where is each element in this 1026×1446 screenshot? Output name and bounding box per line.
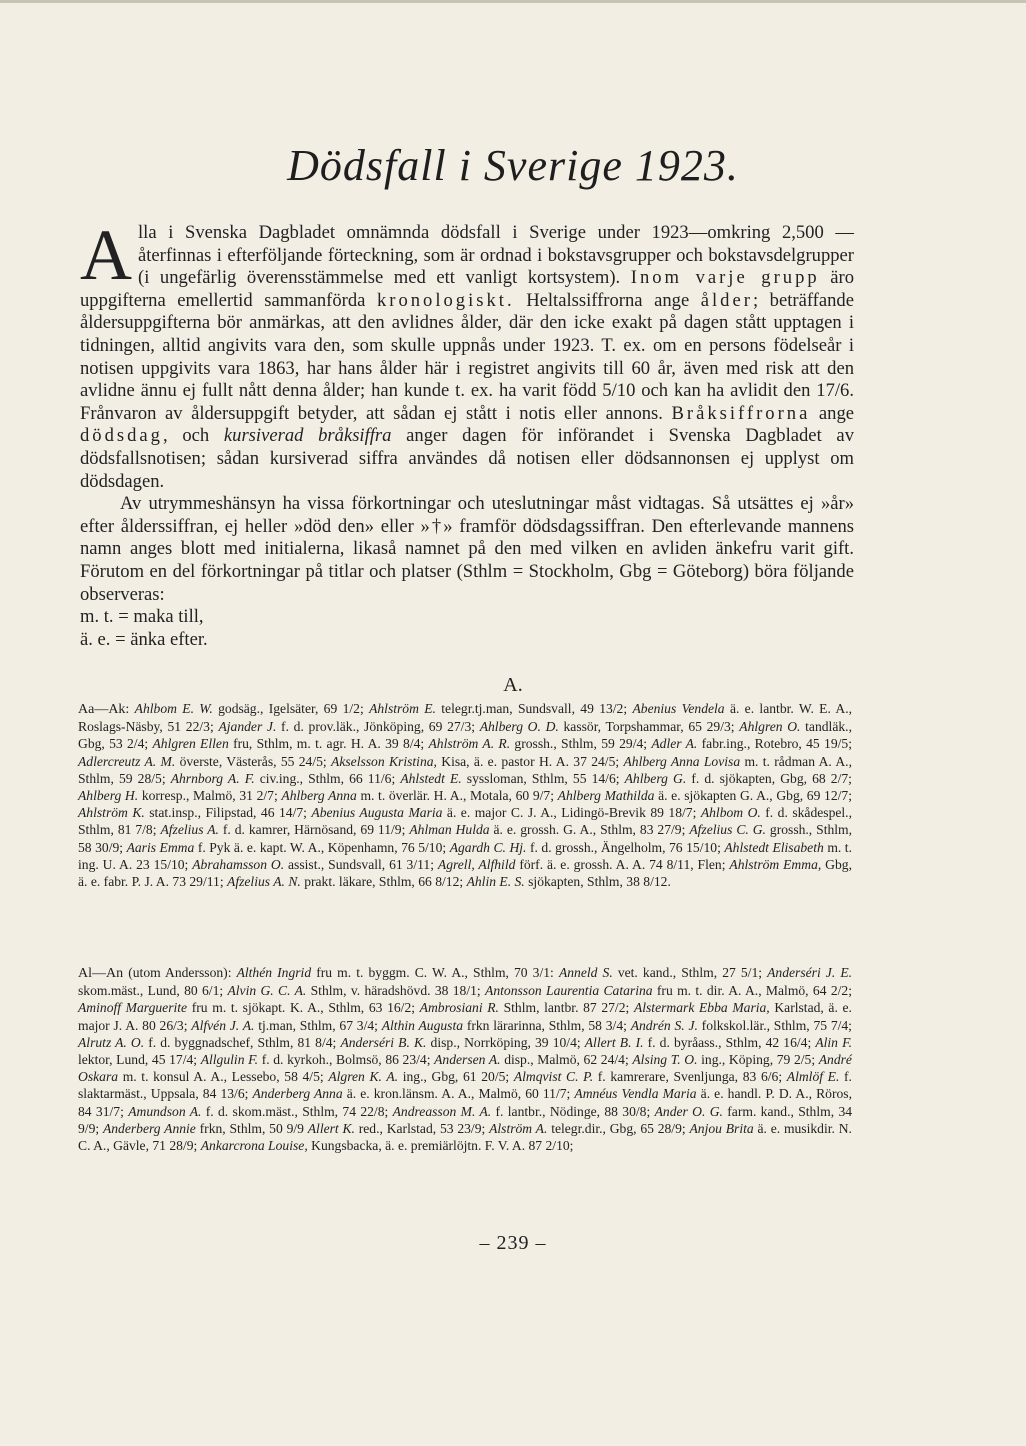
entry-details: ä. e. kron.länsm. A. A., Malmö, 60 11/7; xyxy=(346,1086,571,1102)
spaced-term: Inom varje grupp xyxy=(630,267,820,289)
entry-details: f. Pyk ä. e. kapt. W. A., Köpenhamn, 76 5/10; xyxy=(197,839,447,855)
intro-text-segment: äro uppgifterna emellertid sammanförda xyxy=(80,267,854,311)
entry-name: Anderberg Anna xyxy=(252,1086,343,1102)
entry-details: disp., Norrköping, 39 10/4; xyxy=(430,1034,581,1050)
entry-details: ing., Gbg, 61 20/5; xyxy=(402,1069,510,1085)
entry-name: Ahlberg G. xyxy=(624,770,687,786)
entry-name: Allert B. I. xyxy=(584,1034,644,1050)
entry-name: Alvin G. C. A. xyxy=(227,983,307,999)
entry-name: Amundson A. xyxy=(128,1103,202,1119)
entry-name: Allgulin F. xyxy=(200,1052,259,1068)
intro-paragraph-2: Av utrymmeshänsyn ha vissa förkortningar och uteslutningar måst vidtagas. Så utsättes ej »år» efter ålderssiffran, ej heller »död den» eller »†» framför dödsdagssiffran. Den efterlevande mannens namn anges blott med initialerna, likaså namnet på den med vilken en avliden änkefru varit gift. Förutom en del förkortningar på titlar och platser (Sthlm = Stockholm, Gbg = Göteborg) böra följande observeras: xyxy=(80,493,854,605)
entry-details: Kisa, ä. e. pastor H. A. 37 24/5; xyxy=(441,753,620,769)
entry-name: Alsing T. O. xyxy=(632,1052,698,1068)
entry-details: grossh., Sthlm, 58 30/9; xyxy=(78,822,853,855)
entry-name: Abenius Augusta Maria xyxy=(311,805,443,821)
death-entry xyxy=(554,788,852,803)
entry-details: sjökapten, Sthlm, 38 8/12. xyxy=(528,874,671,890)
entry-name: Ahlström Emma, xyxy=(729,856,822,872)
spaced-term: ålder xyxy=(700,289,753,311)
entry-name: Ahlberg Mathilda xyxy=(557,788,655,804)
entry-name: Algren K. A. xyxy=(328,1069,399,1085)
entry-details: fabr.ing., Rotebro, 45 19/5; xyxy=(701,736,852,752)
entry-details: f. d. byggnadschef, Sthlm, 81 8/4; xyxy=(148,1034,337,1050)
entry-details: m. t. ing. U. A. 23 15/10; xyxy=(78,839,852,872)
entry-name: Ahlbom O. xyxy=(700,805,761,821)
entry-details: godsäg., Igelsäter, 69 1/2; xyxy=(218,701,364,716)
entry-details: f. slaktarmäst., Uppsala, 84 13/6; xyxy=(78,1069,852,1102)
entry-group-aa-ak xyxy=(78,700,852,890)
death-entry xyxy=(647,736,852,751)
entry-details: överste, Västerås, 55 24/5; xyxy=(179,753,327,769)
entry-name: Afzelius A. xyxy=(160,822,219,838)
entry-name: Ahrnborg A. F. xyxy=(170,770,255,786)
entry-name: Ahlbom E. W. xyxy=(134,701,213,716)
death-entry xyxy=(304,1121,485,1136)
entry-details: f. d. kyrkoh., Bolmsö, 86 23/4; xyxy=(261,1052,431,1068)
death-entry xyxy=(197,1138,573,1153)
entry-details: ä. e. musikdir. N. C. A., Gävle, 71 28/9; xyxy=(78,1120,852,1154)
entry-details: f. d. grossh., Ängelholm, 76 15/10; xyxy=(529,839,721,855)
entry-name: Ander O. G. xyxy=(654,1103,723,1119)
entry-details: Karlstad, ä. e. major J. A. 80 26/3; xyxy=(78,1000,852,1033)
death-entry xyxy=(307,805,696,820)
entry-details: telegr.dir., Gbg, 65 28/9; xyxy=(551,1120,686,1136)
entry-details: m. t. överlär. H. A., Motala, 60 9/7; xyxy=(360,788,554,804)
entry-name: Ankarcrona Louise, xyxy=(200,1138,308,1154)
death-entry xyxy=(278,788,554,803)
death-entry xyxy=(224,874,464,889)
entry-name: Antonsson Laurentia Catarina xyxy=(485,983,653,999)
italic-term: kursiverad bråksiffra xyxy=(223,425,392,447)
death-entry xyxy=(78,1035,336,1050)
intro-text-segment: Heltalssiffrorna ange xyxy=(514,289,701,311)
entry-details: f. d. skådespel., Sthlm, 81 7/8; xyxy=(78,805,852,838)
entry-details: vet. kand., Sthlm, 27 5/1; xyxy=(617,965,763,980)
entry-name: Ahlin E. S. xyxy=(466,874,525,890)
drop-cap: A xyxy=(80,215,132,295)
death-entry xyxy=(157,822,406,837)
entry-details: disp., Malmö, 62 24/4; xyxy=(504,1052,629,1068)
entry-name: Amnéus Vendla Maria xyxy=(574,1086,697,1102)
death-entry xyxy=(78,1000,415,1015)
entry-name: Althén Ingrid xyxy=(236,965,312,980)
entry-name: Afzelius A. N. xyxy=(227,874,301,890)
death-entry xyxy=(434,857,726,872)
page-number: – 239 – xyxy=(479,1232,547,1254)
entry-name: Agardh C. Hj. xyxy=(449,839,527,855)
entry-details: ä. e. sjökapten G. A., Gbg, 69 12/7; xyxy=(658,788,852,804)
death-entry xyxy=(378,1018,627,1033)
entry-details: folkskol.lär., Sthlm, 75 7/4; xyxy=(701,1017,852,1033)
entry-details: Sthlm, v. häradshövd. 38 18/1; xyxy=(310,983,481,999)
entry-name: Alstermark Ebba Maria, xyxy=(633,1000,770,1016)
intro-text-segment: , och xyxy=(162,425,224,447)
death-entry xyxy=(431,1052,629,1067)
group-heading-note: (utom Andersson): xyxy=(128,965,232,980)
death-entry xyxy=(364,701,627,716)
entry-name: Andreasson M. A. xyxy=(392,1103,492,1119)
entry-name: Abrahamsson O. xyxy=(192,856,285,872)
entry-name: André Oskara xyxy=(78,1052,852,1085)
entry-name: Abenius Vendela xyxy=(632,701,725,716)
death-entry xyxy=(124,1104,388,1119)
entry-details: fru m. t. byggm. C. W. A., Sthlm, 70 3/1: xyxy=(316,965,554,980)
entry-name: Ahlström A. R. xyxy=(428,736,511,752)
entry-details: f. lantbr., Nödinge, 88 30/8; xyxy=(495,1103,651,1119)
entry-details: telegr.tj.man, Sundsvall, 49 13/2; xyxy=(441,701,628,716)
entry-name: Almqvist C. P. xyxy=(513,1069,594,1085)
entry-details: f. d. skom.mäst., Sthlm, 74 22/8; xyxy=(205,1103,389,1119)
entry-details: förf. ä. e. grossh. A. A. 74 8/11, Flen; xyxy=(519,856,726,872)
entry-name: Ahlberg H. xyxy=(78,788,139,804)
entry-details: skom.mäst., Lund, 80 6/1; xyxy=(78,983,224,999)
entry-name: Andersen A. xyxy=(434,1052,501,1068)
death-entry xyxy=(388,1104,650,1119)
entry-details: korresp., Malmö, 31 2/7; xyxy=(141,788,278,804)
entry-details: grossh., Sthlm, 59 29/4; xyxy=(514,736,648,752)
death-entry xyxy=(188,1018,378,1033)
entry-details: ä. e. major C. J. A., Lidingö-Brevik 89 18/7; xyxy=(446,805,697,821)
entry-details: m. t. konsul A. A., Lessebo, 58 4/5; xyxy=(122,1069,324,1085)
entry-details: Kungsbacka, ä. e. premiärlöjtn. F. V. A. 87 2/10; xyxy=(311,1138,574,1154)
death-entry xyxy=(446,840,721,855)
death-entry xyxy=(485,1121,685,1136)
entry-name: Ahlström K. xyxy=(78,805,145,821)
entry-details: f. d. kamrer, Härnösand, 69 11/9; xyxy=(222,822,406,838)
entry-name: Anneld S. xyxy=(558,965,613,980)
page-title: Dödsfall i Sverige 1923. xyxy=(287,141,739,190)
entry-details: civ.ing., Sthlm, 66 11/6; xyxy=(259,770,396,786)
entry-name: Andrén S. J. xyxy=(630,1017,698,1033)
entry-details: red., Karlstad, 53 23/9; xyxy=(358,1120,486,1136)
entry-name: Almlöf E. xyxy=(786,1069,840,1085)
abbreviation-ae: ä. e. = änka efter. xyxy=(80,628,208,650)
entry-details: ä. e. grossh. G. A., Sthlm, 83 27/9; xyxy=(493,822,686,838)
death-entry xyxy=(223,983,481,998)
entry-details: prakt. läkare, Sthlm, 66 8/12; xyxy=(304,874,464,890)
death-entry xyxy=(327,754,619,769)
death-entry xyxy=(581,1035,812,1050)
death-entry xyxy=(627,1018,852,1033)
death-entry xyxy=(166,771,396,786)
death-entry xyxy=(248,1086,570,1101)
entry-details: tandläk., Gbg, 53 2/4; xyxy=(78,719,852,752)
entry-name: Althin Augusta xyxy=(381,1017,464,1033)
entry-name: Allert K. xyxy=(307,1120,355,1136)
top-edge-rule xyxy=(0,0,1026,3)
death-entry xyxy=(148,736,424,751)
death-entry xyxy=(188,857,434,872)
entry-name: Aaris Emma xyxy=(126,839,195,855)
entry-details: ä. e. lantbr. W. E. A., Roslags-Näsby, 51 22/3; xyxy=(78,701,853,735)
entry-details: stat.insp., Filipstad, 46 14/7; xyxy=(149,805,307,821)
death-entry xyxy=(415,1000,629,1015)
entry-details: fru m. t. sjökapt. K. A., Sthlm, 63 16/2; xyxy=(191,1000,416,1016)
death-entry xyxy=(629,1052,815,1067)
entry-details: frkn lärarinna, Sthlm, 58 3/4; xyxy=(466,1017,627,1033)
intro-paragraph-1 xyxy=(80,215,854,493)
death-entry xyxy=(620,771,852,786)
intro-text-segment: anger dagen för införandet i Svenska Dagbladet av dödsfallsnotisen; sådan kursiverad siffra användes då notisen eller dödsannonsen ej upplyst om dödsdagen. xyxy=(80,425,854,492)
death-entry xyxy=(554,965,762,980)
entry-name: Akselsson Kristina, xyxy=(331,753,437,769)
death-entry xyxy=(99,1121,304,1136)
entry-name: Alin F. xyxy=(815,1034,853,1050)
spaced-term: dödsdag xyxy=(80,425,163,447)
entry-name: Ahlstedt Elisabeth xyxy=(724,839,824,855)
death-entry xyxy=(509,1069,782,1084)
death-entry xyxy=(129,701,363,716)
entry-details: farm. kand., Sthlm, 34 9/9; xyxy=(78,1103,853,1136)
death-entry xyxy=(78,805,307,820)
entry-name: Alrutz A. O. xyxy=(78,1034,145,1050)
entry-name: Alfvén J. A. xyxy=(191,1017,255,1033)
abbreviation-mt: m. t. = maka till, xyxy=(80,606,204,628)
entry-name: Anderséri J. E. xyxy=(767,965,853,980)
entry-paragraph xyxy=(78,700,852,890)
entry-details: f. d. sjökapten, Gbg, 68 2/7; xyxy=(691,770,852,786)
entry-name: Afzelius C. G. xyxy=(689,822,766,838)
death-entry xyxy=(475,719,735,734)
entry-details: syssloman, Sthlm, 55 14/6; xyxy=(466,770,620,786)
group-heading: Al—An xyxy=(78,966,124,981)
entry-name: Adler A. xyxy=(651,736,698,752)
entry-details: assist., Sundsvall, 61 3/11; xyxy=(288,856,434,872)
entry-name: Agrell, Alfhild xyxy=(437,856,516,872)
entry-details: Gbg, ä. e. fabr. P. J. A. 73 29/11; xyxy=(78,856,852,890)
entry-name: Anderberg Annie xyxy=(102,1120,196,1136)
death-entry xyxy=(78,788,278,803)
death-entry xyxy=(197,1052,430,1067)
entry-name: Ahlström E. xyxy=(369,701,436,716)
entry-details: fru m. t. dir. A. A., Malmö, 64 2/2; xyxy=(656,983,852,999)
entry-details: lektor, Lund, 45 17/4; xyxy=(78,1052,198,1068)
entry-name: Ambrosiani R. xyxy=(419,1000,499,1016)
death-entry xyxy=(78,754,327,769)
death-entry xyxy=(424,736,647,751)
entry-details: fru, Sthlm, m. t. agr. H. A. 39 8/4; xyxy=(233,736,425,752)
entry-details: ä. e. handl. P. D. A., Röros, 84 31/7; xyxy=(78,1086,852,1119)
entry-details: ing., Köping, 79 2/5; xyxy=(701,1052,816,1068)
intro-text-segment: ange xyxy=(810,402,854,424)
entry-name: Anjou Brita xyxy=(689,1120,754,1136)
intro-text-segment: ; beträffande åldersuppgifterna bör anmärkas, att den avlidnes ålder, där den icke exakt på dagen stått upptagen i tidningen, alltid angivits vara den, som skulle uppnås under 1923. T. ex. om en persons födelseår i notisen uppgivits vara 1863, har hans ålder här i registret angivits till 60 år, även med risk att den avlidne ännu ej fullt nått denna ålder; han kunde t. ex. ha varit född 5/10 och kan ha avlidit den 17/6. Frånvaron av åldersuppgift betyder, att sådan ej stått i notis eller annons. xyxy=(80,289,854,424)
intro-text xyxy=(80,215,854,651)
death-entry xyxy=(481,983,852,998)
death-entry xyxy=(336,1035,580,1050)
entry-name: Aminoff Marguerite xyxy=(78,1000,188,1016)
death-entry xyxy=(123,840,446,855)
entry-name: Ahlberg Anna Lovisa xyxy=(623,753,741,769)
group-heading: Aa—Ak: xyxy=(78,702,130,717)
entry-name: Ahlgren O. xyxy=(739,719,801,735)
death-entry xyxy=(324,1069,510,1084)
entry-name: Alström A. xyxy=(489,1120,548,1136)
entry-name: Ahlman Hulda xyxy=(409,822,490,838)
entry-details: f. d. prov.läk., Jönköping, 69 27/3; xyxy=(281,719,476,735)
entry-details: kassör, Torpshammar, 65 29/3; xyxy=(563,719,735,735)
entry-details: Sthlm, lantbr. 87 27/2; xyxy=(503,1000,630,1016)
section-letter: A. xyxy=(503,674,523,696)
entry-name: Ahlgren Ellen xyxy=(152,736,229,752)
entry-name: Ahlstedt E. xyxy=(400,770,462,786)
entry-name: Ajander J. xyxy=(218,719,277,735)
entry-group-al-an xyxy=(78,964,852,1154)
entry-name: Ahlberg O. D. xyxy=(479,719,559,735)
intro-text-segment: lla i Svenska Dagbladet omnämnda dödsfall i Sverige under 1923—omkring 2,500 — återfinnas i efterföljande förteckning, som är ordnad i bokstavsgrupper och bokstavsdelgrupper (i ungefärlig överensstämmelse med ett vanligt kortsystem). xyxy=(138,222,854,289)
death-entry xyxy=(463,874,671,889)
entry-details: f. kamrerare, Svenljunga, 83 6/6; xyxy=(597,1069,783,1085)
entry-paragraph xyxy=(78,964,852,1154)
entry-details: frkn, Sthlm, 50 9/9 xyxy=(199,1120,304,1136)
entry-name: Ahlberg Anna xyxy=(281,788,357,804)
spaced-term: Bråksiffrorna xyxy=(671,402,811,424)
entry-name: Adlercreutz A. M. xyxy=(78,753,176,769)
spaced-term: kronologiskt. xyxy=(376,289,515,311)
entry-details: f. d. byråass., Sthlm, 42 16/4; xyxy=(647,1034,812,1050)
entry-details: m. t. rådman A. A., Sthlm, 59 28/5; xyxy=(78,753,852,786)
death-entry xyxy=(395,771,619,786)
death-entry xyxy=(231,965,553,980)
death-entry xyxy=(214,719,475,734)
death-entry xyxy=(405,822,685,837)
entry-name: Anderséri B. K. xyxy=(340,1034,427,1050)
entry-details: tj.man, Sthlm, 67 3/4; xyxy=(258,1017,378,1033)
